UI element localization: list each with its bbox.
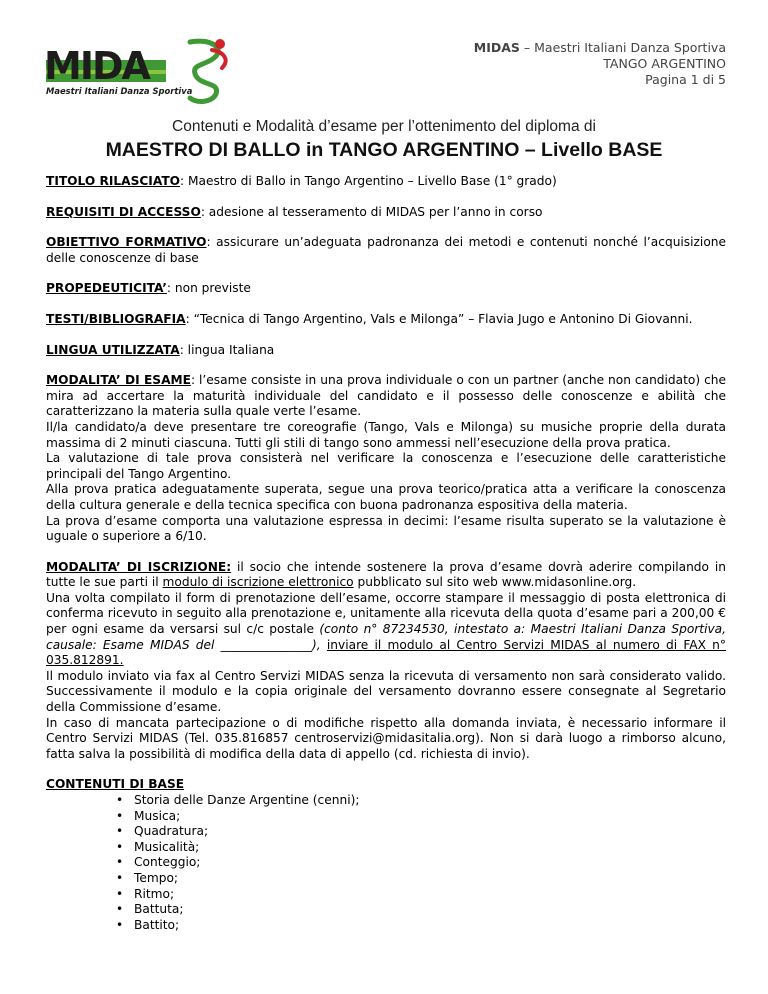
document-title-block: [0, 118, 768, 162]
section-label: REQUISITI DI ACCESSO: [46, 204, 201, 219]
header-brand: MIDAS: [473, 40, 520, 55]
paragraph-line: La valutazione di tale prova consisterà nel verificare la conoscenza e l’esecuzione delle caratteristiche principali del Tango Argentino.: [46, 451, 726, 481]
header-brand-sep: –: [519, 40, 535, 55]
section-label: MODALITA’ DI ESAME: [46, 373, 191, 388]
logo-wordmark: MIDA: [44, 44, 149, 88]
section-text: : “Tecnica di Tango Argentino, Vals e Milonga” – Flavia Jugo e Antonino Di Giovanni.: [185, 311, 693, 326]
page-header: [474, 40, 726, 88]
payment-text: Una volta compilato il form di prenotazione dell’esame, occorre stampare il messaggio di posta elettronica di conferma ricevuto in seguito alla prenotazione e, unitamente alla ricevuta della quota d’esame pari a 200,00 € per ogni esame da versarsi sul c/c postale: [46, 590, 726, 637]
document-subtitle: Contenuti e Modalità d’esame per l’ottenimento del diploma di: [172, 118, 596, 135]
paragraph-line: La prova d’esame comporta una valutazione espressa in decimi: l’esame risulta superato se la valutazione è uguale o superiore a 6/10.: [46, 513, 726, 544]
paragraph-line: In caso di mancata partecipazione o di modifiche rispetto alla domanda inviata, è necessario informare il Centro Servizi MIDAS (Tel. 035.816857 centroservizi@midasitalia.org). Non si darà luogo a rimborso alcuno, fatta salva la possibilità di modifica della data di appello (cd. richiesta di invio).: [46, 715, 726, 761]
list-item: • Storia delle Danze Argentine (cenni);: [134, 793, 726, 809]
list-item: • Musica;: [134, 809, 726, 825]
registration-form-link[interactable]: modulo di iscrizione elettronico: [162, 575, 354, 590]
fax-instruction: inviare il modulo al Centro Servizi MIDAS al numero di FAX n° 035.812891.: [46, 637, 726, 668]
section-requisiti: [46, 205, 726, 221]
list-item: • Battito;: [134, 918, 726, 934]
midas-logo: [40, 34, 250, 106]
list-item: • Conteggio;: [134, 855, 726, 871]
dancer-head-icon: [215, 39, 225, 49]
list-item: • Tempo;: [134, 871, 726, 887]
section-contenuti: [46, 777, 726, 933]
paragraph-line: Il/la candidato/a deve presentare tre coreografie (Tango, Vals e Milonga) su musiche proprie della durata massima di 2 minuti ciascuna. Tutti gli stili di tango sono ammessi nell’esecuzione della prova pratica.: [46, 419, 726, 450]
paragraph-line: [46, 591, 726, 669]
section-label: TITOLO RILASCIATO: [46, 174, 180, 188]
paragraph-line: Alla prova pratica adeguatamente superata, segue una prova teorico/pratica atta a verificare la conoscenza della cultura generale e della tecnica specifica con buona padronanza espositiva della materia.: [46, 482, 726, 512]
section-label: CONTENUTI DI BASE: [46, 777, 185, 792]
section-text: : Maestro di Ballo in Tango Argentino – Livello Base (1° grado): [180, 174, 557, 188]
paragraph-line: Il modulo inviato via fax al Centro Servizi MIDAS senza la ricevuta di versamento non sarà considerato valido. Successivamente il modulo e la copia originale del versamento dovranno essere consegnate al Segretario della Commissione d’esame.: [46, 668, 726, 715]
header-discipline: TANGO ARGENTINO: [603, 56, 726, 71]
list-item: • Musicalità;: [134, 840, 726, 856]
list-item: • Quadratura;: [134, 824, 726, 840]
section-lingua: [46, 343, 726, 359]
section-text: : lingua Italiana: [179, 342, 275, 357]
document-body: [46, 174, 726, 933]
list-item: • Ritmo;: [134, 887, 726, 903]
section-label: LINGUA UTILIZZATA: [46, 342, 180, 357]
section-text: : non previste: [166, 281, 251, 296]
section-label: PROPEDEUTICITA’: [46, 281, 167, 296]
section-obiettivo: [46, 235, 726, 266]
document-title: MAESTRO DI BALLO in TANGO ARGENTINO – Livello BASE: [105, 139, 663, 161]
header-brand-line: [474, 40, 726, 56]
section-text: pubblicato sul sito web www.midasonline.org.: [353, 575, 637, 590]
section-label: OBIETTIVO FORMATIVO: [46, 235, 207, 250]
header-page-number: Pagina 1 di 5: [645, 72, 726, 87]
header-brand-full: Maestri Italiani Danza Sportiva: [534, 40, 726, 55]
section-label: MODALITA’ DI ISCRIZIONE:: [46, 559, 232, 574]
section-iscrizione: [46, 560, 726, 763]
section-text: : assicurare un’adeguata padronanza dei metodi e contenuti nonché l’acquisizione delle conoscenze di base: [46, 235, 726, 265]
section-text: : adesione al tesseramento di MIDAS per l’anno in corso: [200, 204, 543, 219]
logo-tagline: Maestri Italiani Danza Sportiva: [46, 86, 193, 96]
list-item: • Battuta;: [134, 902, 726, 918]
section-label: TESTI/BIBLIOGRAFIA: [46, 311, 186, 326]
section-propedeuticita: [46, 281, 726, 297]
section-testi: [46, 312, 726, 328]
payment-account-details: (conto n° 87234530, intestato a: Maestri Italiani Danza Sportiva, causale: Esame MIDAS del _______________),: [46, 622, 727, 652]
section-esame: [46, 373, 726, 545]
contents-list: [46, 793, 726, 933]
section-titolo: [46, 174, 726, 190]
section-text: il socio che intende sostenere la prova d’esame dovrà aderire compilando in tutte le sue parti il: [46, 559, 726, 590]
section-text: : l’esame consiste in una prova individuale o con un partner (anche non candidato) che mira ad accertare la maturità individuale del candidato e il possesso delle conoscenze e abilità che caratterizzano la materia sulla quale verte l’esame.: [46, 373, 726, 419]
